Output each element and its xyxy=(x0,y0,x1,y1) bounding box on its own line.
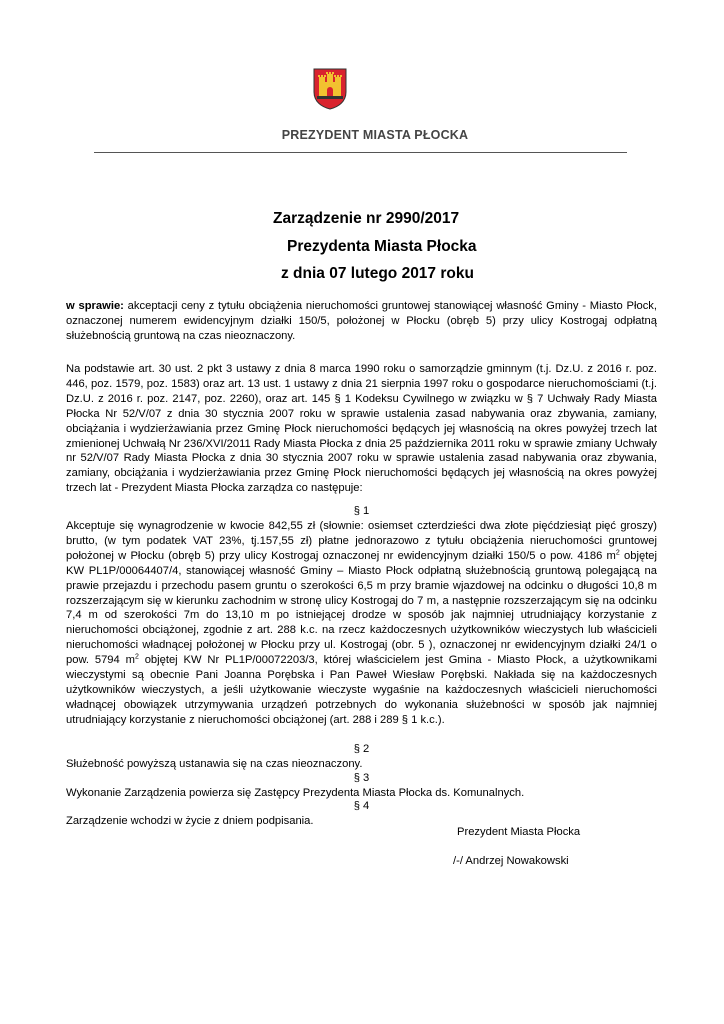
subject-text: akceptacji ceny z tytułu obciążenia nieruchomości gruntowej stanowiącej własność Gminy - Miasto Płock, oznaczonej numerem ewidencyjnym działki 150/5, położonej w Płocku (obręb 5) przy ulicy Kostrogaj odpłatną służebnością gruntową na czas nieoznaczony. xyxy=(66,300,657,342)
plock-coat-of-arms-icon xyxy=(313,68,347,110)
ordinance-issuer: Prezydenta Miasta Płocka xyxy=(287,238,477,255)
subject-paragraph xyxy=(66,299,657,344)
subject-label: w sprawie: xyxy=(66,300,124,312)
section-1-text xyxy=(66,519,657,728)
issuer-header: PREZYDENT MIASTA PŁOCKA xyxy=(281,128,469,142)
section-1-text-c: objętej KW Nr PL1P/00072203/3, której właścicielem jest Gmina - Miasto Płock, a użytkownikami wieczystymi są obecnie Pani Joanna Porębska i Pan Paweł Wiesław Porębski. Nakłada się na każdoczesnych użytkowników wieczystych, a jeśli użytkowanie wieczyste wygaśnie na każdoczesnych właścicieli nieruchomości władnącej obowiązek utrzymywania urządzeń potrzebnych do wykonania służebności w sposób jak najmniej utrudniający korzystanie z nieruchomości obciążonej (art. 288 i 289 § 1 k.c.). xyxy=(66,654,658,726)
section-2-heading: § 2 xyxy=(353,743,370,755)
section-2-text: Służebność powyższą ustanawia się na czas nieoznaczony. xyxy=(66,758,363,770)
section-3-text: Wykonanie Zarządzenia powierza się Zastępcy Prezydenta Miasta Płocka ds. Komunalnych. xyxy=(66,787,525,799)
signature-role: Prezydent Miasta Płocka xyxy=(457,826,581,838)
ordinance-date: z dnia 07 lutego 2017 roku xyxy=(281,265,474,282)
section-1-text-a: Akceptuje się wynagrodzenie w kwocie 842,55 zł (słownie: osiemset czterdzieści dwa złote pięćdziesiąt pięć groszy) brutto, (w tym podatek VAT 23%, tj.157,55 zł) płatne jednorazowo z tytułu obciążenia nieruchomości gruntowej położonej w Płocku (obręb 5) przy ulicy Kostrogaj oznaczonej nr ewidencyjnym działki 150/5 o pow. 4186 m xyxy=(66,520,657,562)
section-4-heading: § 4 xyxy=(353,800,370,812)
section-4-text: Zarządzenie wchodzi w życie z dniem podpisania. xyxy=(66,815,314,827)
section-1-text-b: objętej KW PL1P/00064407/4, stanowiącej własność Gminy – Miasto Płock odpłatną służebnością gruntową polegającą na prawie przejazdu i przechodu pasem gruntu o szerokości 6,5 m przy bramie wjazdowej na odcinku o długości 10,8 m rozszerzającym się w kierunku zachodnim w stronę ulicy Kostrogaj do 7 m, a następnie rozszerzającym się na odcinku 7,4 m od szerokości 7m do 13,10 m po istniejącej drodze w sposób jak najmniej utrudniający korzystanie z nieruchomości obciążonej, zgodnie z art. 288 k.c. na rzecz każdoczesnych użytkowników wieczystych lub właścicieli nieruchomości władnącej położonej w Płocku przy ul. Kostrogaj (obr. 5 ), oznaczonej nr ewidencyjnym działki 24/1 o pow. 5794 m xyxy=(66,549,658,667)
superscript: 2 xyxy=(615,549,620,557)
section-3-heading: § 3 xyxy=(353,772,370,784)
header-divider xyxy=(94,152,627,153)
signature-name: /-/ Andrzej Nowakowski xyxy=(453,855,569,867)
legal-basis-paragraph: Na podstawie art. 30 ust. 2 pkt 3 ustawy z dnia 8 marca 1990 roku o samorządzie gminnym (t.j. Dz.U. z 2016 r. poz. 446, poz. 1579, poz. 1583) oraz art. 13 ust. 1 ustawy z dnia 21 sierpnia 1997 roku o gospodarce nieruchomościami (t.j. Dz.U. z 2016 r. poz. 2147, poz. 2260), oraz art. 145 § 1 Kodeksu Cywilnego w związku w § 7 Uchwały Rady Miasta Płocka Nr 52/V/07 z dnia 30 stycznia 2007 roku w sprawie ustalenia zasad nabywania oraz zbywania, zamiany, obciążania i wydzierżawiania przez Gminę Płock nieruchomości będących jej własnością na okres powyżej trzech lat zmienionej Uchwałą Nr 236/XVI/2011 Rady Miasta Płocka z dnia 25 października 2011 roku w sprawie zmiany Uchwały nr 52/V/07 Rady Miasta Płocka z dnia 30 stycznia 2007 roku w sprawie ustalenia zasad nabywania oraz zbywania, zamiany, obciążania i wydzierżawiania przez Gminę Płock nieruchomości będących jej własnością na okres powyżej trzech lat - Prezydent Miasta Płocka zarządza co następuje: xyxy=(66,363,657,495)
section-1-heading: § 1 xyxy=(353,505,370,517)
superscript: 2 xyxy=(134,653,139,661)
ordinance-number: Zarządzenie nr 2990/2017 xyxy=(273,210,460,227)
